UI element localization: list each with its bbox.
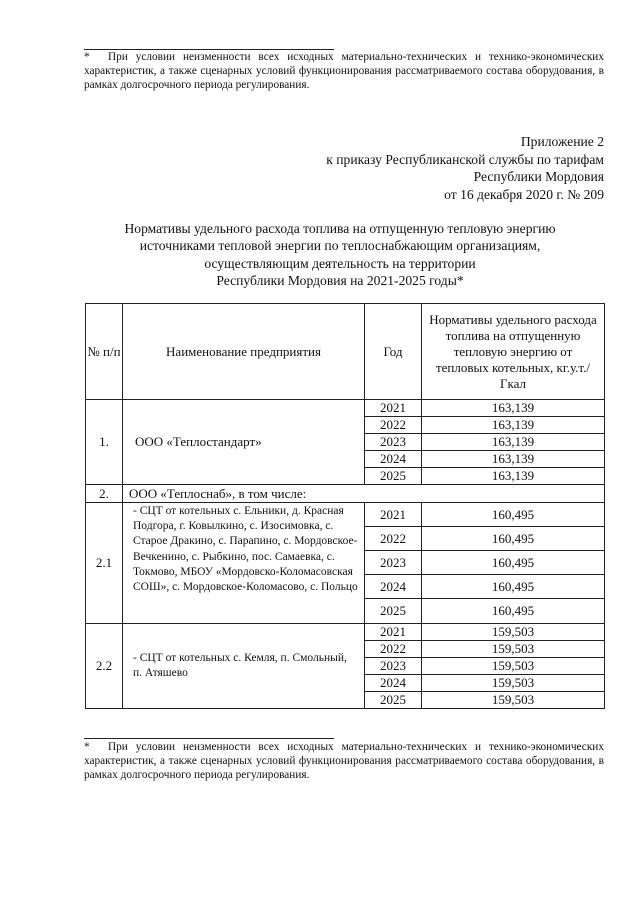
appendix-line-1: Приложение 2 xyxy=(520,134,604,149)
header-name: Наименование предприятия xyxy=(123,304,365,400)
table-row xyxy=(86,400,605,417)
year-cell: 2025 xyxy=(365,692,422,709)
value-cell: 159,503 xyxy=(422,692,605,709)
value-cell: 159,503 xyxy=(422,641,605,658)
value-cell: 160,495 xyxy=(422,599,605,624)
value-cell: 163,139 xyxy=(422,468,605,485)
value-cell: 159,503 xyxy=(422,658,605,675)
row-num: 2.1 xyxy=(86,503,123,624)
year-cell: 2021 xyxy=(365,503,422,527)
value-cell: 160,495 xyxy=(422,575,605,599)
company-name: ООО «Теплостандарт» xyxy=(123,400,365,485)
year-cell: 2023 xyxy=(365,551,422,575)
year-cell: 2022 xyxy=(365,417,422,434)
title-line-2: источниками тепловой энергии по теплоснабжающим организациям, xyxy=(139,238,541,254)
value-cell: 160,495 xyxy=(422,503,605,527)
footnote-marker: * xyxy=(84,741,90,753)
header-num: № п/п xyxy=(86,304,123,400)
year-cell: 2021 xyxy=(365,624,422,641)
appendix-line-4: от 16 декабря 2020 г. № 209 xyxy=(444,186,604,202)
footnote-top xyxy=(84,50,604,92)
company-name: ООО «Теплоснаб», в том числе: xyxy=(123,485,605,503)
appendix-line-2: к приказу Республиканской службы по тарифам xyxy=(326,151,604,167)
footnote-marker: * xyxy=(84,51,90,63)
row-num: 2.2 xyxy=(86,624,123,709)
year-cell: 2023 xyxy=(365,658,422,675)
value-cell: 160,495 xyxy=(422,551,605,575)
year-cell: 2021 xyxy=(365,400,422,417)
table-row xyxy=(86,485,605,503)
year-cell: 2024 xyxy=(365,575,422,599)
footnote-bottom xyxy=(84,740,604,782)
row-num: 1. xyxy=(86,400,123,485)
title-line-3: осуществляющим деятельность на территории xyxy=(204,255,476,271)
year-cell: 2024 xyxy=(365,675,422,692)
footnote-separator-bottom xyxy=(84,738,334,739)
row-num: 2. xyxy=(86,485,123,503)
appendix-header xyxy=(326,133,604,203)
year-cell: 2022 xyxy=(365,527,422,551)
value-cell: 160,495 xyxy=(422,527,605,551)
title-line-1: Нормативы удельного расхода топлива на отпущенную тепловую энергию xyxy=(124,221,556,236)
year-cell: 2025 xyxy=(365,599,422,624)
year-cell: 2025 xyxy=(365,468,422,485)
year-cell: 2024 xyxy=(365,451,422,468)
year-cell: 2023 xyxy=(365,434,422,451)
title-line-4: Республики Мордовия на 2021-2025 годы* xyxy=(216,272,464,288)
footnote-text: При условии неизменности всех исходных материально-технических и технико-экономических характеристик, а также сценарных условий функционирования рассматриваемого состава оборудования, в рамках долгосрочного периода регулирования. xyxy=(84,741,604,781)
value-cell: 163,139 xyxy=(422,417,605,434)
header-value: Нормативы удельного расхода топлива на отпущенную тепловую энергию от тепловых котельных, кг.у.т./Гкал xyxy=(422,304,605,400)
source-name: - СЦТ от котельных с. Ельники, д. Красная Подгора, г. Ковылкино, с. Изосимовка, с. Старое Дракино, с. Парапино, с. Мордовское-Вечкенино, с. Рыбкино, пос. Самаевка, с. Токмово, МБОУ «Мордовско-Коломасовская СОШ», с. Мордовское-Коломасово, с. Польцо xyxy=(123,503,365,624)
header-year: Год xyxy=(365,304,422,400)
value-cell: 163,139 xyxy=(422,451,605,468)
footnote-text: При условии неизменности всех исходных материально-технических и технико-экономических характеристик, а также сценарных условий функционирования рассматриваемого состава оборудования, в рамках долгосрочного периода регулирования. xyxy=(84,51,604,91)
value-cell: 163,139 xyxy=(422,434,605,451)
fuel-norms-table xyxy=(85,303,605,709)
source-name: - СЦТ от котельных с. Кемля, п. Смольный, п. Атяшево xyxy=(123,624,365,709)
value-cell: 159,503 xyxy=(422,675,605,692)
value-cell: 163,139 xyxy=(422,400,605,417)
table-header-row xyxy=(86,304,605,400)
appendix-line-3: Республики Мордовия xyxy=(473,169,604,184)
year-cell: 2022 xyxy=(365,641,422,658)
value-cell: 159,503 xyxy=(422,624,605,641)
document-title xyxy=(80,220,600,289)
table-row xyxy=(86,624,605,641)
table-row xyxy=(86,503,605,527)
